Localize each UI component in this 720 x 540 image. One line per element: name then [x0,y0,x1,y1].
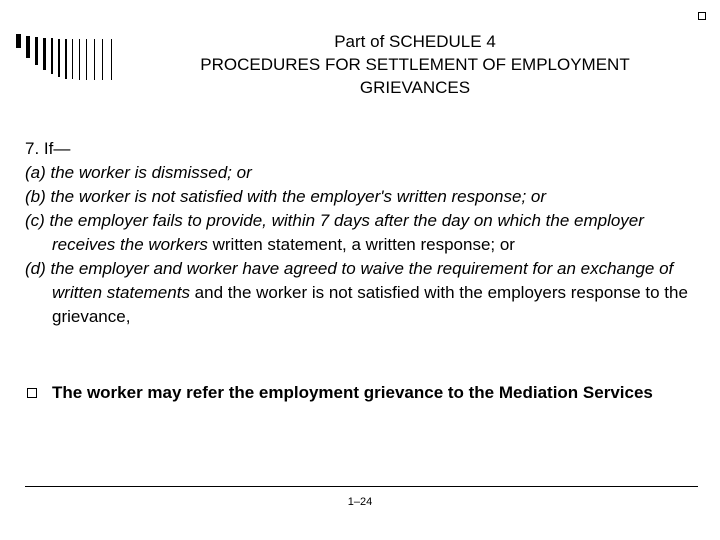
item-a-text: (a) the worker is dismissed; or [25,163,252,182]
item-c-normal: written statement, a written response; or [207,235,515,254]
title-line-1: Part of SCHEDULE 4 [334,32,496,51]
title-line-2: PROCEDURES FOR SETTLEMENT OF EMPLOYMENT [200,55,630,74]
section-body [25,137,705,329]
section-heading: 7. If— [25,139,71,158]
square-bullet-icon [27,388,37,398]
page-number: 1–24 [347,496,373,508]
footer-divider [25,486,698,487]
decorative-bar [16,34,21,48]
decorative-bar [65,39,67,79]
item-b-text: (b) the worker is not satisfied with the employer's written response; or [25,187,547,206]
decorative-square-icon [698,12,706,20]
decorative-bar [51,38,53,74]
decorative-bar [58,39,60,77]
decorative-bar [43,38,46,70]
bullet-text: The worker may refer the employment grievance to the Mediation Services [52,383,653,402]
list-item-d [25,257,705,329]
slide-title [120,30,710,99]
item-d-normal: and the worker is not satisfied with the employers response to the grievance, [52,283,688,326]
decorative-bar [79,39,80,80]
list-item-b [25,185,705,209]
item-c-italic: (c) the employer fails to provide, within 7 days after the day on which the employer receives the workers [25,211,644,254]
list-item-c [25,209,705,257]
decorative-bar [86,39,87,80]
decorative-bar [26,36,30,58]
decorative-bar [72,39,73,79]
decorative-bar [102,39,103,80]
list-item-a [25,161,705,185]
decorative-bar [35,37,38,65]
item-d-italic: (d) the employer and worker have agreed to waive the requirement for an exchange of written statements [25,259,674,302]
decorative-bar [94,39,95,80]
decorative-bar [111,39,112,80]
decorative-bars [12,30,132,74]
bullet-point [25,381,705,405]
title-line-3: GRIEVANCES [359,78,471,97]
